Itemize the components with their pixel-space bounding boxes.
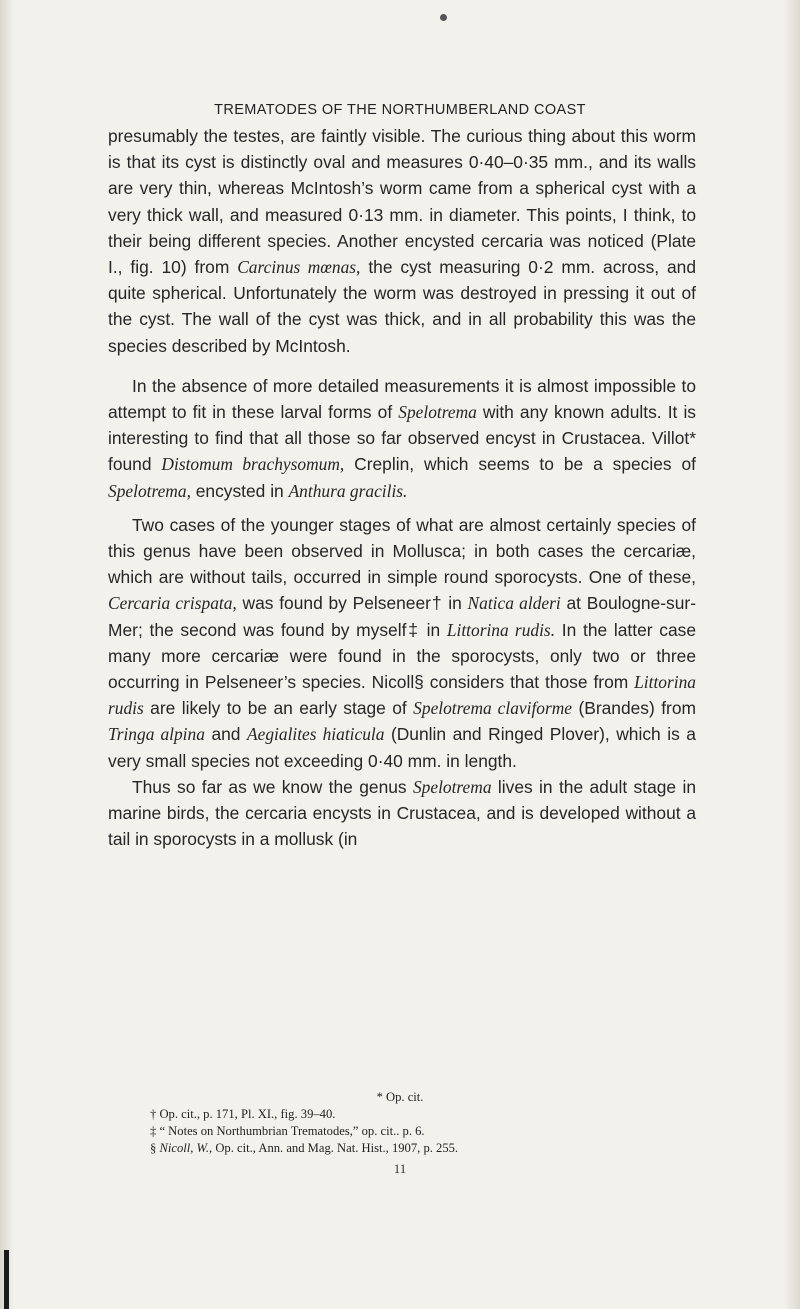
species-name: Aegialites hiaticula: [247, 724, 385, 745]
footnote-2: † Op. cit., p. 171, Pl. XI., fig. 39–40.: [150, 1107, 336, 1121]
genus-name: Spelotrema,: [108, 480, 191, 501]
paragraph-4: Thus so far as we know the genus Spelotrema lives in the adult stage in marine birds, the cercaria encysts in Crustacea, and is developed without a tail in sporocysts in a mollusk (in: [108, 776, 697, 850]
binding-mark: [4, 1250, 9, 1309]
print-mark: [440, 14, 447, 21]
genus-name: Spelotrema: [412, 776, 492, 797]
species-name: Littorina rudis: [108, 672, 696, 719]
footnote-4: § Nicoll, W., Op. cit., Ann. and Mag. Nat. Hist., 1907, p. 255.: [150, 1141, 459, 1155]
species-name: Distomum brachysomum,: [161, 454, 345, 475]
species-name: Spelotrema claviforme: [413, 698, 573, 719]
paragraph-3: Two cases of the younger stages of what are almost certainly species of this genus have been observed in Mollusca; in both cases the cercariæ, which are without tails, occurred in simple round sporocysts. One of these, Cercaria crispata, was found by Pelseneer† in Natica alderi at Boulogne-sur-Mer; the second was found by myself‡ in Littorina rudis. In the latter case many more cercariæ were found in the sporocysts, only two or three occurring in Pelseneer’s species. Nicoll§ considers that those from Littorina rudis are likely to be an early stage of Spelotrema claviforme (Brandes) from Tringa alpina and Aegialites hiaticula (Dunlin and Ringed Plover), which is a very small species not exceeding 0·40 mm. in length.: [108, 514, 697, 771]
species-name: Natica alderi: [467, 593, 561, 614]
species-name: Tringa alpina: [108, 724, 205, 745]
running-head: TREMATODES OF THE NORTHUMBERLAND COAST: [214, 102, 586, 118]
paragraph-1: presumably the testes, are faintly visible. The curious thing about this worm is that its cyst is distinctly oval and measures 0·40–0·35 mm., and its walls are very thin, whereas McIntosh’s worm came from a spherical cyst with a very thick wall, and measured 0·13 mm. in diameter. This points, I think, to their being different species. Another encysted cercaria was noticed (Plate I., fig. 10) from Carcinus mœnas, the cyst measuring 0·2 mm. across, and quite spherical. Unfortunately the worm was destroyed in pressing it out of the cyst. The wall of the cyst was thick, and in all probability this was the species described by McIntosh.: [108, 126, 697, 356]
page-number: 11: [393, 1161, 407, 1176]
genus-name: Spelotrema: [398, 402, 477, 423]
footnote-3: ‡ “ Notes on Northumbrian Trematodes,” op. cit.. p. 6.: [150, 1124, 425, 1138]
species-name: Anthura gracilis.: [288, 480, 408, 501]
footnotes: [0, 1089, 800, 1157]
body-text: [108, 123, 696, 852]
paragraph-2: In the absence of more detailed measurements it is almost impossible to attempt to fit in these larval forms of Spelotrema with any known adults. It is interesting to find that all those so far observed encyst in Crustacea. Villot* found Distomum brachysomum, Creplin, which seems to be a species of Spelotrema, encysted in Anthura gracilis.: [108, 375, 697, 501]
species-name: Cercaria crispata,: [108, 593, 237, 614]
species-name: Carcinus mœnas,: [237, 257, 361, 278]
species-name: Littorina rudis.: [446, 619, 556, 640]
footnote-1: * Op. cit.: [376, 1090, 424, 1104]
